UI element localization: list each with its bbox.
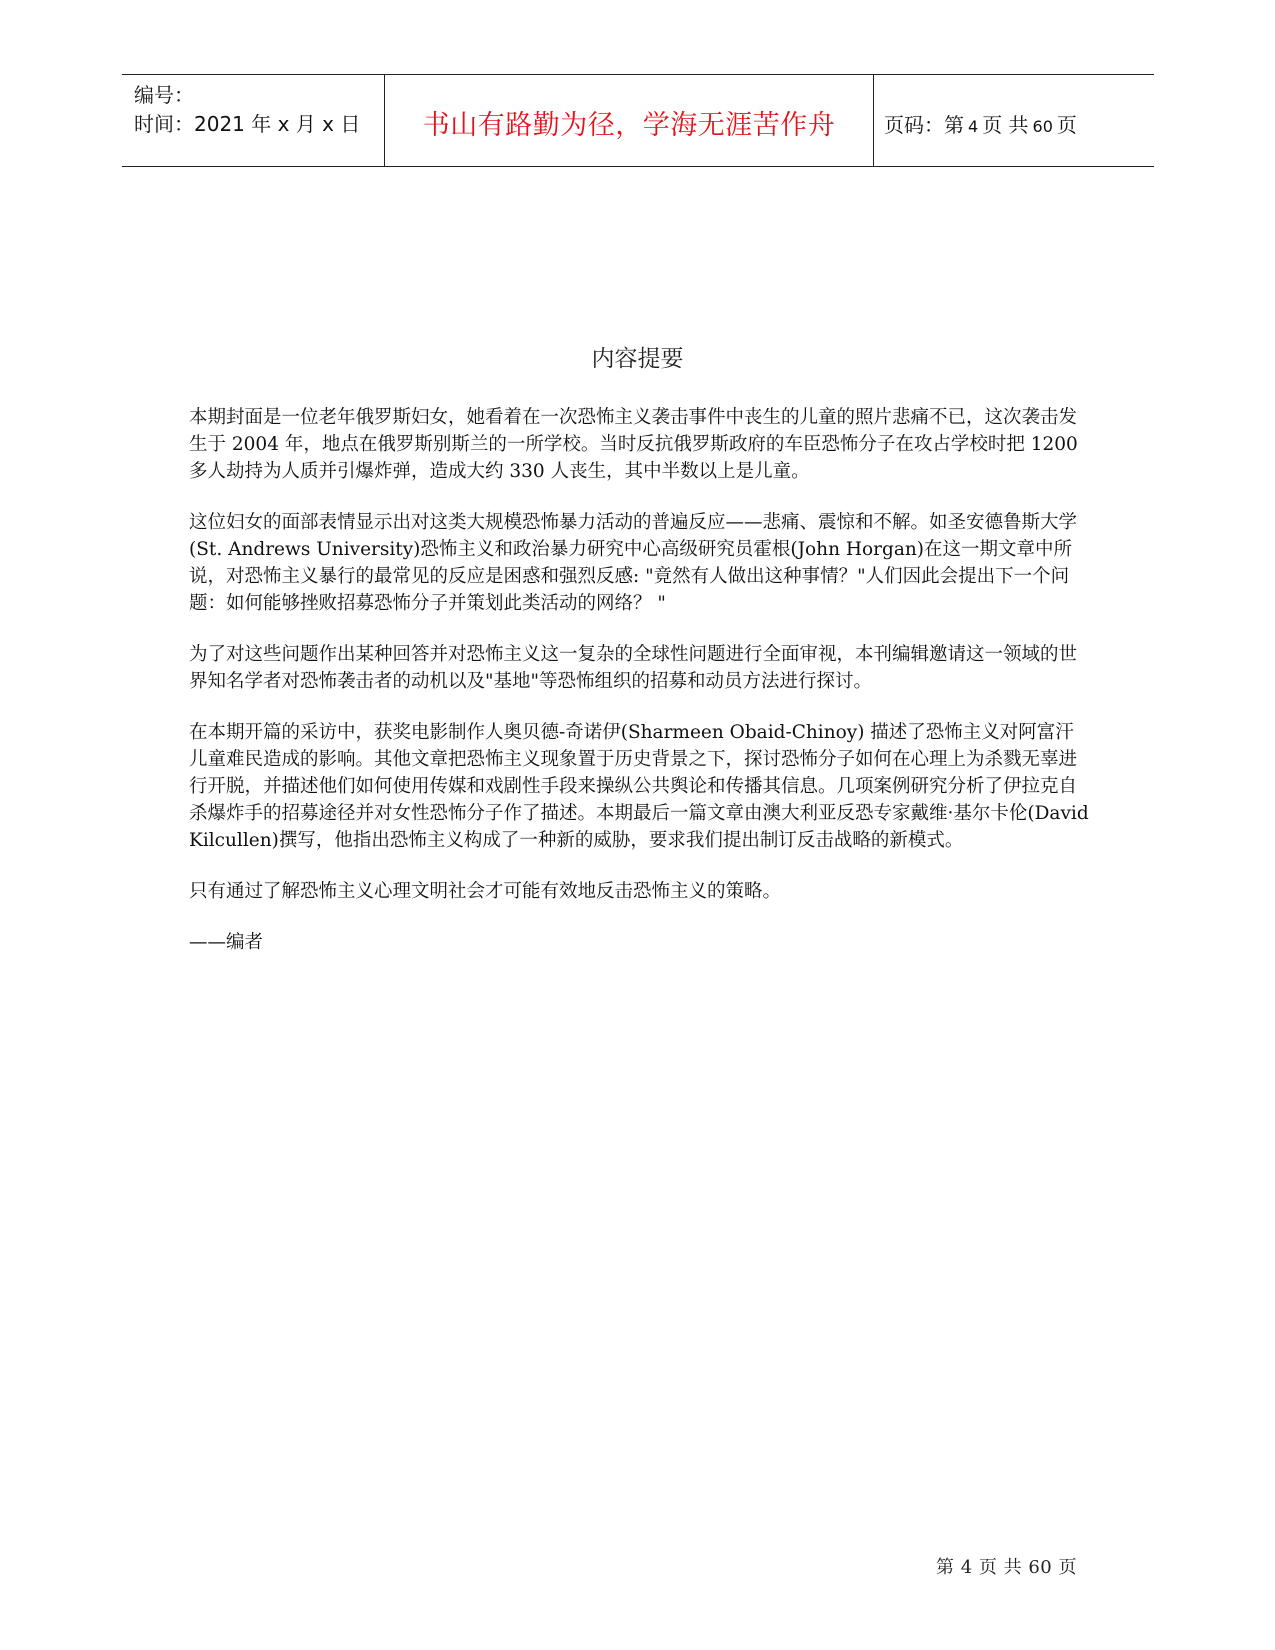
page-mid: 页 共 [982, 113, 1029, 137]
header-meta [134, 81, 360, 139]
page-header [122, 74, 1154, 167]
abstract-body [189, 404, 1089, 980]
document-number-label: 编号： [134, 83, 194, 107]
paragraph: 在本期开篇的采访中，获奖电影制作人奥贝德-奇诺伊(Sharmeen Obaid-Chinoy) 描述了恐怖主义对阿富汗儿童难民造成的影响。其他文章把恐怖主义现象置于历史背景之下，探讨恐怖分子如何在心理上为杀戮无辜进行开脱，并描述他们如何使用传媒和戏剧性手段来操纵公共舆论和传播其信息。几项案例研究分析了伊拉克自杀爆炸手的招募途径并对女性恐怖分子作了描述。本期最后一篇文章由澳大利亚反恐专家戴维·基尔卡伦(David Kilcullen)撰写，他指出恐怖主义构成了一种新的威胁，要求我们提出制订反击战略的新模式。 [189, 722, 1089, 851]
page-suffix: 页 [1056, 113, 1077, 137]
page-current: 4 [968, 117, 979, 136]
page-footer: 第 4 页 共 60 页 [936, 1557, 1077, 1578]
paragraph: 这位妇女的面部表情显示出对这类大规模恐怖暴力活动的普遍反应——悲痛、震惊和不解。如圣安德鲁斯大学(St. Andrews University)恐怖主义和政治暴力研究中心高级研究员霍根(John Horgan)在这一期文章中所说，对恐怖主义暴行的最常见的反应是困惑和强烈反感: "竟然有人做出这种事情？"人们因此会提出下一个问题：如何能够挫败招募恐怖分子并策划此类活动的网络？ " [189, 512, 1078, 614]
header-divider [384, 75, 385, 166]
header-page-indicator [884, 109, 1077, 138]
paragraph: 只有通过了解恐怖主义心理文明社会才可能有效地反击恐怖主义的策略。 [189, 881, 782, 902]
section-title: 内容提要 [591, 346, 684, 372]
header-divider [873, 75, 874, 166]
header-motto: 书山有路勤为径，学海无涯苦作舟 [422, 110, 836, 141]
editor-signature: ——编者 [189, 932, 264, 953]
document-time-label: 时间：2021 年 x 月 x 日 [134, 112, 361, 136]
page-total: 60 [1032, 117, 1053, 136]
page-prefix: 页码：第 [884, 113, 964, 137]
paragraph: 本期封面是一位老年俄罗斯妇女，她看着在一次恐怖主义袭击事件中丧生的儿童的照片悲痛不已，这次袭击发生于 2004 年，地点在俄罗斯别斯兰的一所学校。当时反抗俄罗斯政府的车臣恐怖分子在攻占学校时把 1200 多人劫持为人质并引爆炸弹，造成大约 330 人丧生，其中半数以上是儿童。 [189, 407, 1078, 482]
paragraph: 为了对这些问题作出某种回答并对恐怖主义这一复杂的全球性问题进行全面审视，本刊编辑邀请这一领域的世界知名学者对恐怖袭击者的动机以及"基地"等恐怖组织的招募和动员方法进行探讨。 [189, 644, 1078, 692]
